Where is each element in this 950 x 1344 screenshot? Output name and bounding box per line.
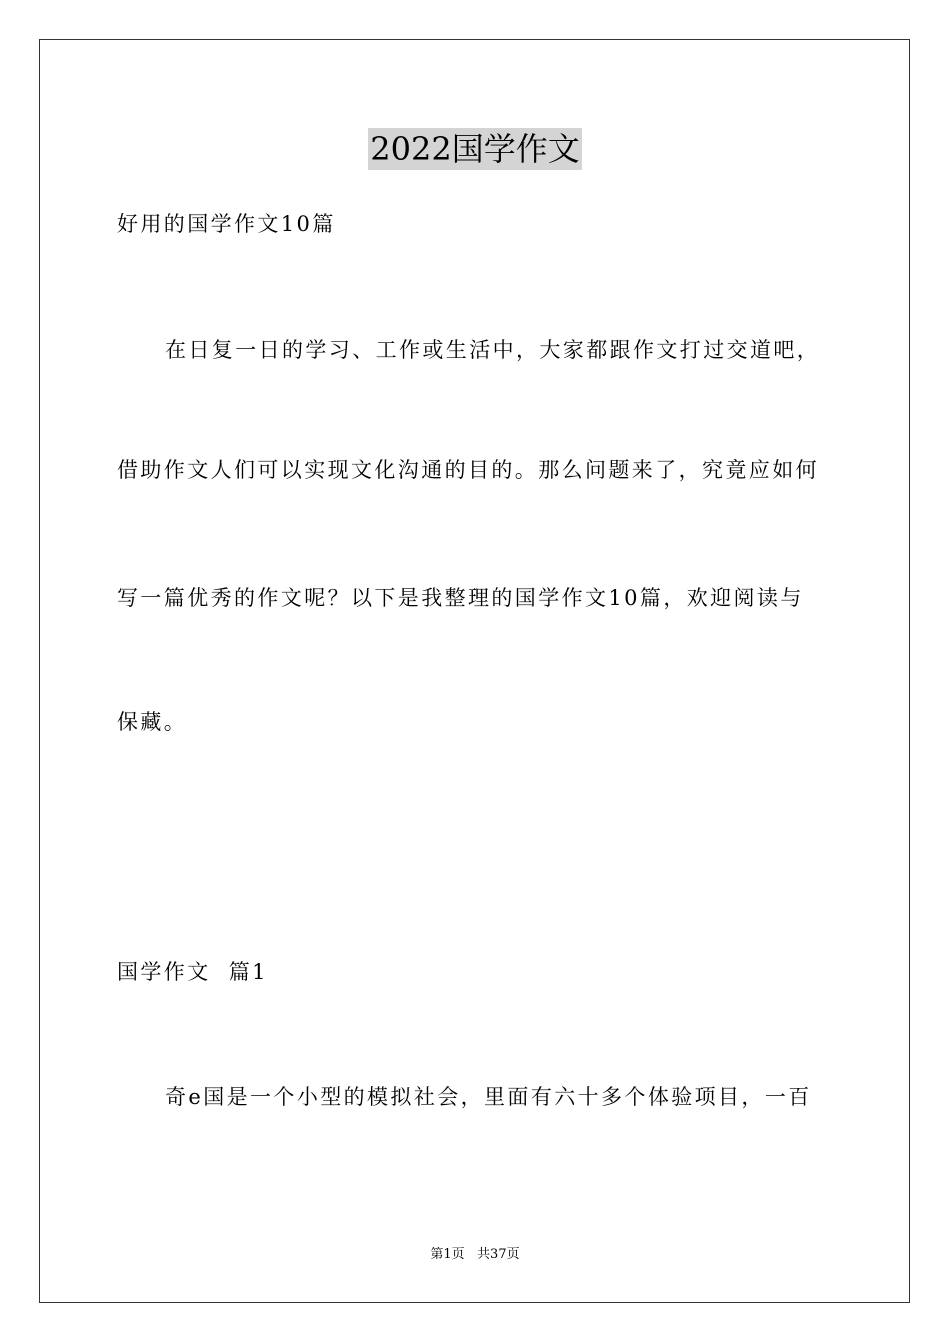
- intro-line-3: 写一篇优秀的作文呢？以下是我整理的国学作文10篇，欢迎阅读与: [117, 586, 804, 610]
- document-title-wrapper: [0, 128, 950, 170]
- intro-line-2: 借助作文人们可以实现文化沟通的目的。那么问题来了，究竟应如何: [117, 458, 819, 482]
- intro-line-4: 保藏。: [117, 710, 188, 734]
- document-subtitle: 好用的国学作文10篇: [117, 212, 336, 236]
- section-heading: 国学作文 篇1: [117, 960, 268, 984]
- page-footer: 第1页 共37页: [430, 1247, 520, 1262]
- intro-line-1: 在日复一日的学习、工作或生活中，大家都跟作文打过交道吧，: [165, 338, 821, 362]
- section-line-1: 奇e国是一个小型的模拟社会，里面有六十多个体验项目，一百: [165, 1085, 812, 1109]
- document-title: 2022国学作文: [370, 130, 580, 168]
